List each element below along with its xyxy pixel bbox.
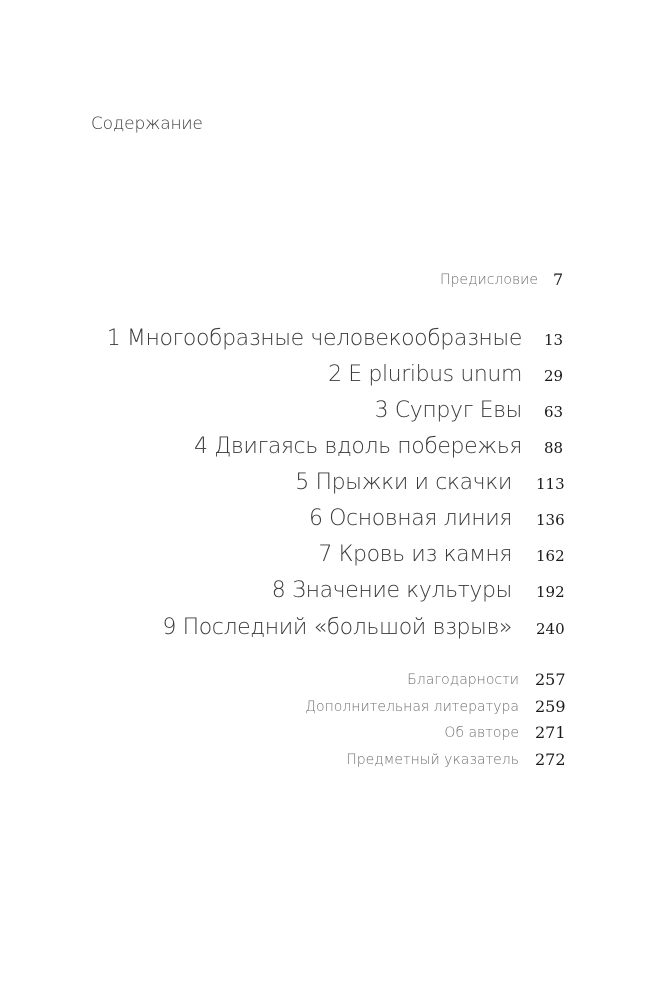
toc-entry-title: 6 Основная линия bbox=[308, 506, 512, 531]
toc-entry-title: Благодарности bbox=[407, 672, 519, 688]
toc-entry-preface[interactable] bbox=[0, 272, 664, 302]
toc-entry-title: 8 Значение культуры bbox=[271, 578, 512, 603]
toc-entry-page: 257 bbox=[535, 670, 566, 689]
toc-entry-title: 1 Многообразные человекообразные bbox=[106, 326, 522, 351]
toc-entry-page: 13 bbox=[544, 331, 564, 349]
toc-entry-title: 7 Кровь из камня bbox=[318, 542, 512, 567]
toc-entry-page: 272 bbox=[535, 750, 566, 769]
toc-entry-chapter[interactable] bbox=[0, 578, 664, 608]
toc-entry-chapter[interactable] bbox=[0, 326, 664, 356]
toc-entry-title: 2 E pluribus unum bbox=[328, 362, 522, 387]
toc-entry-page: 113 bbox=[536, 475, 565, 493]
toc-entry-page: 29 bbox=[544, 367, 564, 385]
toc-entry-page: 162 bbox=[536, 547, 565, 565]
toc-entry-chapter[interactable] bbox=[0, 470, 664, 500]
toc-entry-page: 240 bbox=[536, 620, 565, 638]
toc-entry-title: 3 Супруг Евы bbox=[374, 398, 522, 423]
toc-entry-page: 88 bbox=[544, 439, 564, 457]
toc-entry-title: 9 Последний «большой взрыв» bbox=[162, 615, 512, 640]
toc-entry-page: 192 bbox=[536, 583, 565, 601]
toc-heading: Содержание bbox=[91, 114, 203, 134]
toc-entry-title: Предисловие bbox=[440, 272, 538, 288]
toc-entry-title: 4 Двигаясь вдоль побережья bbox=[194, 434, 522, 459]
toc-entry-back-matter[interactable] bbox=[0, 751, 664, 781]
toc-entry-page: 271 bbox=[535, 723, 566, 742]
toc-entry-chapter[interactable] bbox=[0, 434, 664, 464]
toc-entry-page: 7 bbox=[553, 270, 564, 289]
toc-entry-page: 63 bbox=[544, 403, 564, 421]
toc-entry-chapter[interactable] bbox=[0, 542, 664, 572]
toc-entry-chapter[interactable] bbox=[0, 398, 664, 428]
toc-entry-title: 5 Прыжки и скачки bbox=[295, 470, 512, 495]
toc-entry-title: Дополнительная литература bbox=[305, 699, 519, 715]
toc-entry-page: 136 bbox=[536, 511, 565, 529]
toc-entry-chapter[interactable] bbox=[0, 506, 664, 536]
toc-entry-chapter[interactable] bbox=[0, 362, 664, 392]
toc-entry-page: 259 bbox=[535, 697, 566, 716]
toc-entry-title: Предметный указатель bbox=[346, 752, 519, 768]
toc-entry-chapter[interactable] bbox=[0, 615, 664, 645]
toc-entry-title: Об авторе bbox=[444, 725, 519, 741]
